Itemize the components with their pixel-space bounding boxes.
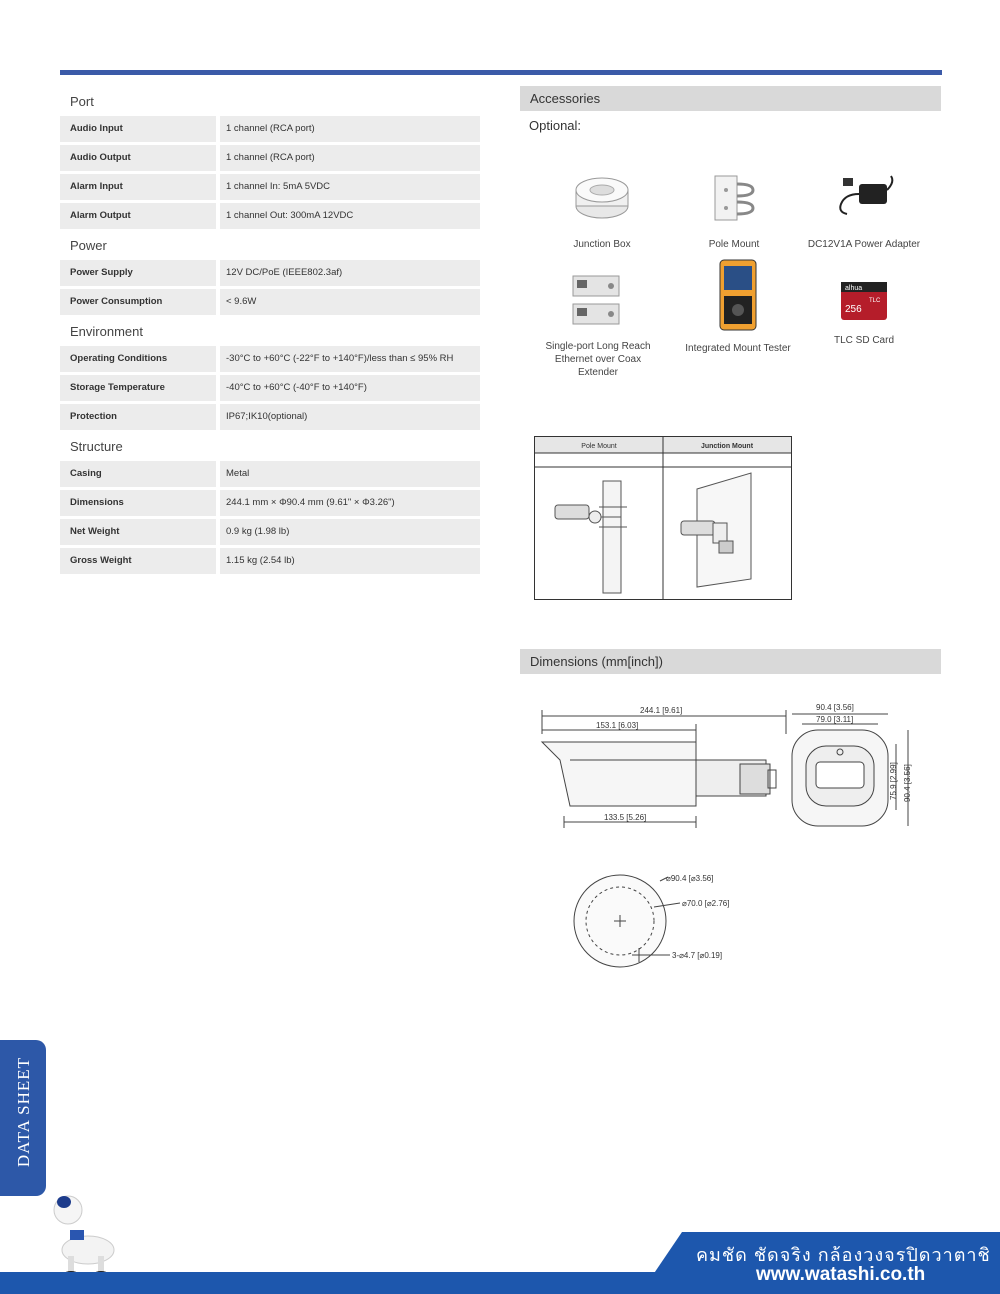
- optional-label: Optional:: [529, 118, 582, 133]
- spec-row: [60, 203, 480, 229]
- accessory-label: TLC SD Card: [833, 335, 894, 346]
- spec-key: Net Weight: [60, 519, 216, 545]
- mount-col-junction: Junction Mount: [700, 443, 754, 450]
- dim-base-outer: ⌀90.4 [⌀3.56]: [666, 874, 714, 883]
- spec-key: Gross Weight: [60, 548, 216, 574]
- dim-length-base: 133.5 [5.26]: [604, 813, 647, 822]
- accessories-header: Accessories: [520, 86, 941, 111]
- spec-row: [60, 260, 480, 286]
- accessory-label: Integrated Mount Tester: [685, 343, 791, 354]
- spec-table: [60, 86, 480, 577]
- sd-capacity: 256: [845, 304, 862, 315]
- junction-box-icon: [567, 168, 637, 228]
- dimension-drawing: [530, 690, 920, 840]
- accessory-sd-card: [804, 278, 924, 347]
- spec-key: Protection: [60, 404, 216, 430]
- section-structure: [60, 433, 480, 574]
- footer-slogan: คมชัด ชัดจริง กล้องวงจรปิดวาตาชิ: [696, 1245, 991, 1265]
- spec-value: < 9.6W: [220, 289, 480, 315]
- top-rule: [60, 70, 942, 75]
- spec-value: 1 channel Out: 300mA 12VDC: [220, 203, 480, 229]
- dim-diam-outer: 90.4 [3.56]: [816, 703, 854, 712]
- section-title: Structure: [70, 439, 123, 454]
- spec-value: 1 channel (RCA port): [220, 145, 480, 171]
- accessory-junction-box: [542, 168, 662, 251]
- pole-mount-drawing: [555, 481, 627, 593]
- accessory-power-adapter: [804, 168, 924, 251]
- dim-base-holes: 3-⌀4.7 [⌀0.19]: [672, 951, 723, 960]
- mount-col-pole: Pole Mount: [581, 443, 617, 450]
- spec-row: [60, 116, 480, 142]
- accessory-pole-mount: [674, 168, 794, 251]
- section-port: [60, 88, 480, 229]
- spec-key: Alarm Output: [60, 203, 216, 229]
- dim-base-bolt: ⌀70.0 [⌀2.76]: [682, 899, 730, 908]
- spec-row: [60, 375, 480, 401]
- coax-extender-icon: [563, 270, 633, 330]
- spec-row: [60, 289, 480, 315]
- spec-row: [60, 519, 480, 545]
- sd-type: TLC: [869, 298, 881, 304]
- spec-key: Power Supply: [60, 260, 216, 286]
- accessory-label: Pole Mount: [708, 239, 760, 250]
- accessory-coax-extender: [538, 270, 658, 379]
- accessory-mount-tester: [678, 256, 798, 355]
- accessory-label: Single-port Long Reach Ethernet over Coax Extender: [545, 341, 651, 378]
- dim-height-outer: 90.4 [3.56]: [903, 764, 912, 802]
- accessory-label: Junction Box: [573, 239, 631, 250]
- spec-row: [60, 490, 480, 516]
- dim-length-total: 244.1 [9.61]: [640, 706, 683, 715]
- dim-height-inner: 75.9 [2.99]: [889, 762, 898, 800]
- spec-key: Power Consumption: [60, 289, 216, 315]
- mount-tester-icon: [703, 256, 773, 332]
- spec-row: [60, 145, 480, 171]
- power-adapter-icon: [829, 168, 899, 228]
- spec-row: [60, 404, 480, 430]
- spec-key: Alarm Input: [60, 174, 216, 200]
- dim-length-body: 153.1 [6.03]: [596, 721, 639, 730]
- spec-key: Casing: [60, 461, 216, 487]
- spec-row: [60, 461, 480, 487]
- section-power: [60, 232, 480, 315]
- section-title: Port: [70, 94, 94, 109]
- spec-value: 12V DC/PoE (IEEE802.3af): [220, 260, 480, 286]
- accessory-label: DC12V1A Power Adapter: [807, 239, 921, 250]
- spec-key: Operating Conditions: [60, 346, 216, 372]
- section-environment: [60, 318, 480, 430]
- section-title: Power: [70, 238, 107, 253]
- spec-key: Storage Temperature: [60, 375, 216, 401]
- spec-value: IP67;IK10(optional): [220, 404, 480, 430]
- spec-value: 1.15 kg (2.54 lb): [220, 548, 480, 574]
- sd-card-icon: [829, 278, 899, 324]
- spec-value: 1 channel In: 5mA 5VDC: [220, 174, 480, 200]
- spec-value: -30°C to +60°C (-22°F to +140°F)/less than ≤ 95% RH: [220, 346, 480, 372]
- spec-value: 1 channel (RCA port): [220, 116, 480, 142]
- dimensions-header: Dimensions (mm[inch]): [520, 649, 941, 674]
- spec-key: Audio Output: [60, 145, 216, 171]
- pole-mount-icon: [699, 168, 769, 228]
- data-sheet-label: DATA SHEET: [14, 1056, 33, 1168]
- section-title: Environment: [70, 324, 143, 339]
- mount-table: [534, 436, 792, 600]
- robot-dog-mascot-icon: [48, 1190, 140, 1276]
- spec-value: Metal: [220, 461, 480, 487]
- junction-mount-drawing: [681, 473, 751, 587]
- spec-row: [60, 548, 480, 574]
- spec-value: 244.1 mm × Φ90.4 mm (9.61" × Φ3.26"): [220, 490, 480, 516]
- dim-width-front: 79.0 [3.11]: [816, 715, 854, 724]
- spec-key: Audio Input: [60, 116, 216, 142]
- sd-brand: alhua: [845, 285, 863, 292]
- data-sheet-tab: [0, 1040, 46, 1196]
- spec-value: -40°C to +60°C (-40°F to +140°F): [220, 375, 480, 401]
- spec-row: [60, 174, 480, 200]
- spec-value: 0.9 kg (1.98 lb): [220, 519, 480, 545]
- base-plate-drawing: [570, 865, 770, 975]
- footer-url[interactable]: www.watashi.co.th: [756, 1264, 926, 1285]
- spec-key: Dimensions: [60, 490, 216, 516]
- spec-row: [60, 346, 480, 372]
